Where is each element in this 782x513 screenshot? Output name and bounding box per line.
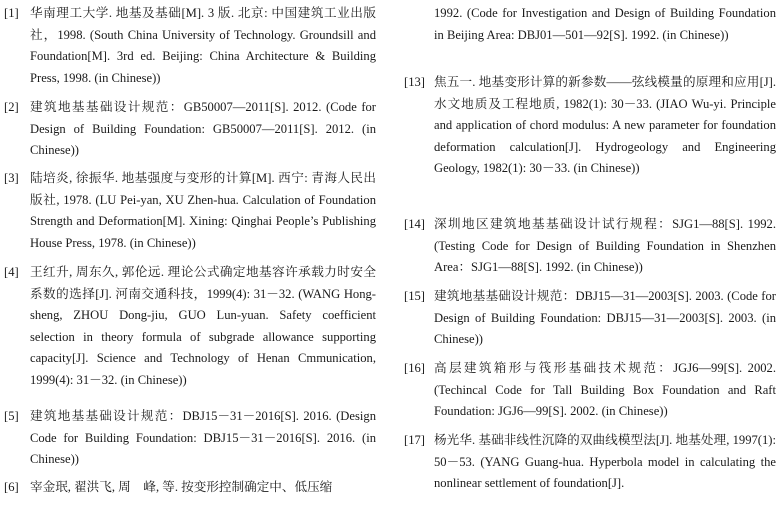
reference-item [4,3,376,89]
reference-text: 宰金珉, 翟洪飞, 周 峰, 等. 按变形控制确定中、低压缩 [30,480,333,494]
reference-item [4,406,376,471]
reference-number: [4] [4,265,19,279]
reference-item [404,286,776,351]
reference-item [404,214,776,279]
reference-text: 焦五一. 地基变形计算的新参数——弦线模量的原理和应用[J]. 水文地质及工程地质, 1982(1): 30－33. (JIAO Wu-yi. Principle and application of chord modulus: A new parameter for foundation deformation calculation[J]. Hydrogeology and Engineering Geology, 1982(1): 30－33. (in Chinese)) [434,75,776,176]
reference-item [404,430,776,495]
reference-item [4,477,376,499]
reference-item [404,358,776,423]
reference-text: 建筑地基基础设计规范：DBJ15—31—2003[S]. 2003. (Code for Design of Building Foundation: DBJ15—31—2003[S]. 2003. (in Chinese)) [434,289,776,347]
reference-number: [13] [404,75,425,89]
reference-number: [17] [404,433,425,447]
reference-text: 建筑地基基础设计规范：GB50007—2011[S]. 2012. (Code for Design of Building Foundation: GB50007—2011[S]. 2012. (in Chinese)) [30,100,376,158]
reference-item [4,262,376,392]
reference-number: [6] [4,480,19,494]
reference-text: 1992. (Code for Investigation and Design of Building Foundation in Beijing Area: DBJ01—501—92[S]. 1992. (in Chinese)) [434,6,776,42]
reference-item [4,97,376,162]
reference-number: [1] [4,6,19,20]
reference-number: [3] [4,171,19,185]
reference-text: 深圳地区建筑地基基础设计试行规程：SJG1—88[S]. 1992. (Testing Code for Design of Building Foundation in Shenzhen Area：SJG1—88[S]. 1992. (in Chinese)) [434,217,776,275]
reference-text: 高层建筑箱形与筏形基础技术规范：JGJ6—99[S]. 2002. (Techincal Code for Tall Building Box Foundation and Raft Foundation: JGJ6—99[S]. 2002. (in Chinese)) [434,361,776,419]
reference-item [4,168,376,254]
reference-item [404,72,776,180]
reference-number: [14] [404,217,425,231]
reference-number: [5] [4,409,19,423]
reference-text: 华南理工大学. 地基及基础[M]. 3 版. 北京: 中国建筑工业出版社，1998. (South China University of Technology. Groundsill and Foundation[M]. 3rd ed. Beijing: China Architecture & Building Press, 1998. (in Chinese)) [30,6,376,85]
reference-number: [15] [404,289,425,303]
reference-text: 陆培炎, 徐振华. 地基强度与变形的计算[M]. 西宁: 青海人民出版社, 1978. (LU Pei-yan, XU Zhen-hua. Calculation of Foundation Strength and Deformation[M]. Xining: Qinghai People’s Publishing House Press, 1978. (in Chinese)) [30,171,376,250]
reference-text: 建筑地基基础设计规范：DBJ15－31－2016[S]. 2016. (Design Code for Building Foundation: DBJ15－31－2016[S]. 2016. (in Chinese)) [30,409,376,467]
reference-number: [2] [4,100,19,114]
reference-text: 杨光华. 基础非线性沉降的双曲线模型法[J]. 地基处理, 1997(1): 50－53. (YANG Guang-hua. Hyperbola model in calculating the nonlinear settlement of foundation[J]. [434,433,776,491]
reference-continuation [404,3,776,46]
reference-text: 王红升, 周东久, 郭伦远. 理论公式确定地基容许承载力时安全系数的选择[J]. 河南交通科技，1999(4): 31－32. (WANG Hong-sheng, ZHOU Dong-jiu, GUO Lun-yuan. Safety coefficient selection in theory formula of subgrade allowance supporting capacity[J]. Science and Technology of Henan Cmmunication, 1999(4): 31－32. (in Chinese)) [30,265,376,387]
reference-number: [16] [404,361,425,375]
